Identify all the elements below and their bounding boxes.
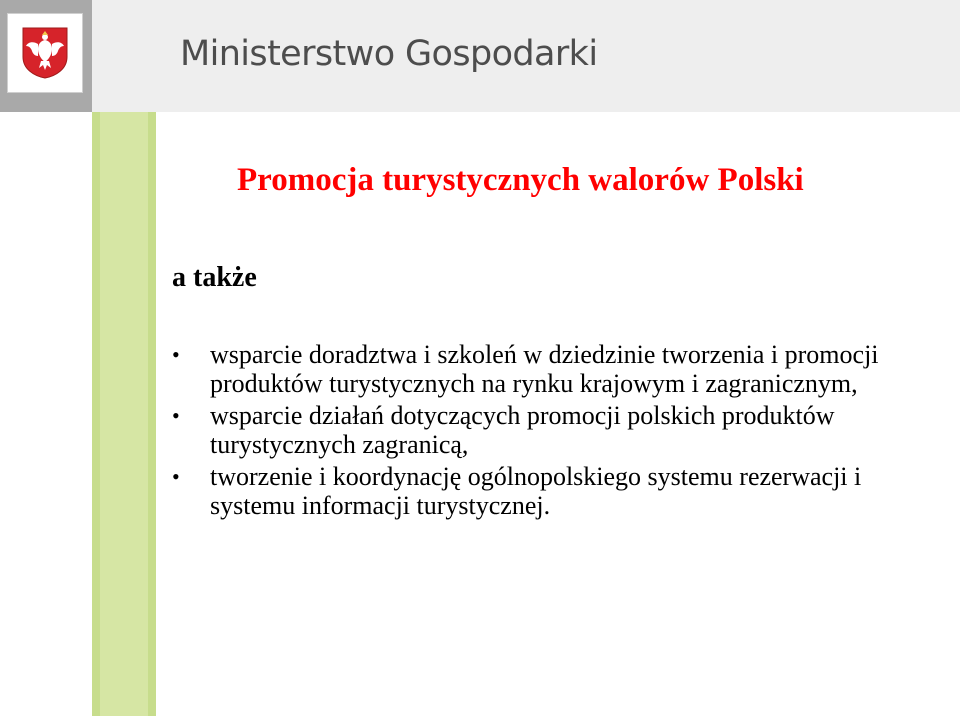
bullet-list xyxy=(172,340,932,523)
bullet-icon: • xyxy=(172,403,180,428)
bullet-text: wsparcie działań dotyczących promocji polskich produktów turystycznych zagranicą, xyxy=(210,401,835,459)
slide-title: Promocja turystycznych walorów Polski xyxy=(237,162,804,198)
bullet-item xyxy=(172,462,932,520)
side-strip-white xyxy=(0,112,92,716)
emblem-frame xyxy=(8,14,82,92)
slide-subtitle: a także xyxy=(172,262,257,293)
ministry-name: Ministerstwo Gospodarki xyxy=(180,34,598,74)
bullet-text: wsparcie doradztwa i szkoleń w dziedzinie tworzenia i promocji produktów turystycznych na rynku krajowym i zagranicznym, xyxy=(210,340,879,398)
bullet-icon: • xyxy=(172,342,180,367)
white-eagle-emblem-icon xyxy=(22,27,68,79)
bullet-icon: • xyxy=(172,464,180,489)
bullet-item xyxy=(172,401,932,459)
bullet-text: tworzenie i koordynację ogólnopolskiego systemu rezerwacji i systemu informacji turystycznej. xyxy=(210,462,862,520)
side-strip-green-inner xyxy=(100,112,148,716)
bullet-item xyxy=(172,340,932,398)
